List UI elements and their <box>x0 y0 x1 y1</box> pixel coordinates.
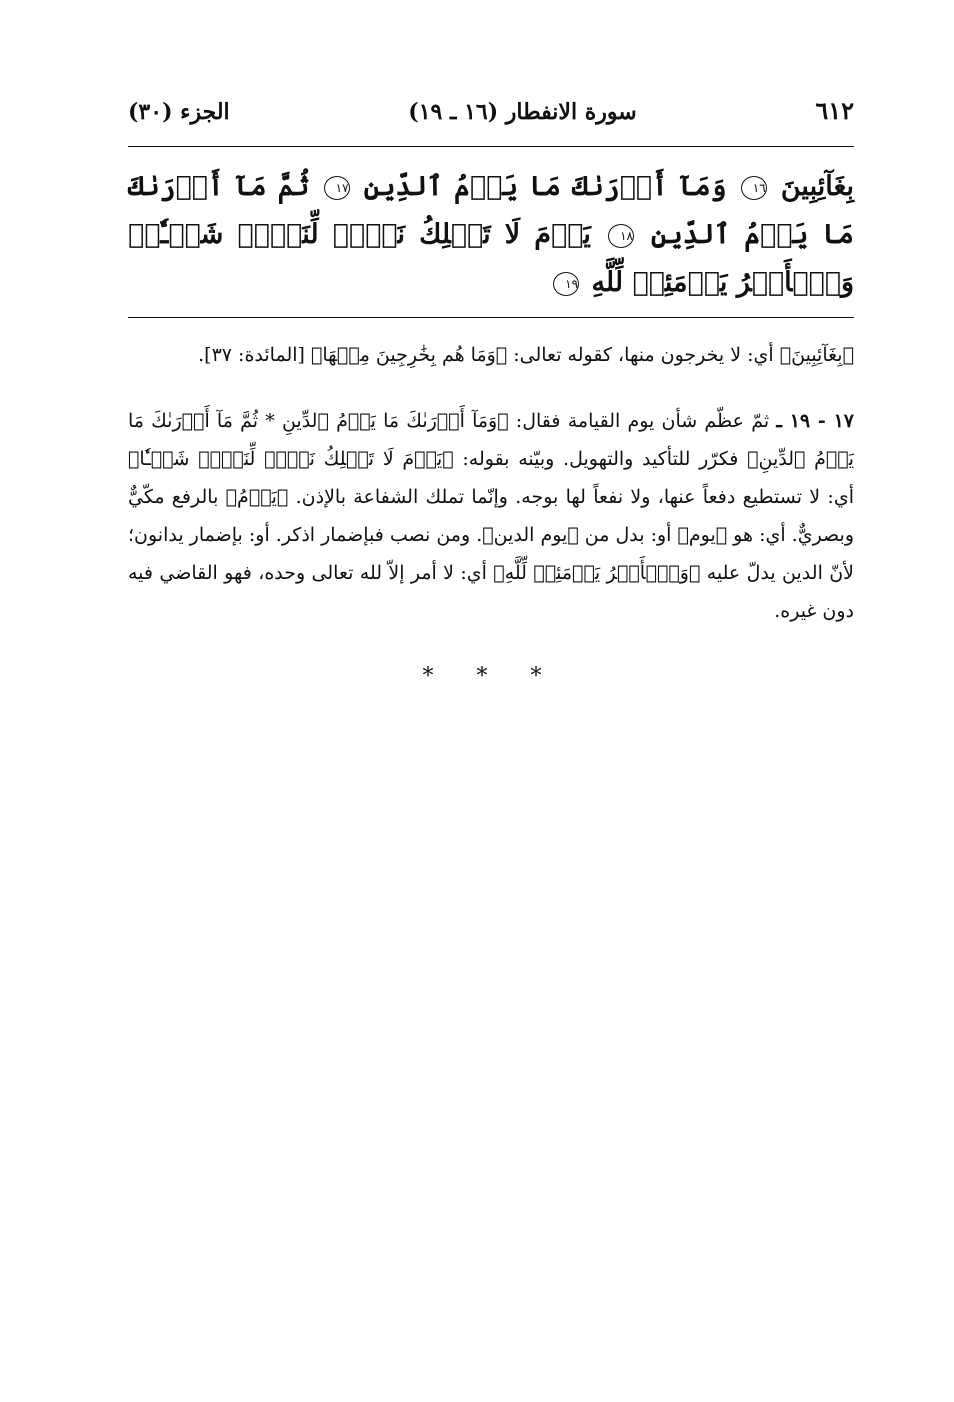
quran-verses <box>128 147 854 318</box>
juz-label: الجزء (٣٠) <box>128 99 230 125</box>
surah-title: سورة الانفطار (١٦ ـ ١٩) <box>408 99 637 125</box>
verse-18-text: ثُمَّ مَآ أَدۡرَىٰكَ مَا يَوۡمُ ٱلدِّينِ <box>128 171 854 250</box>
verse-19-number: ١٩ <box>553 272 579 296</box>
verse-19-text: يَوۡمَ لَا تَمۡلِكُ نَفۡسٞ لِّنَفۡسٖ شَيۡـٔٗاۖ وَٱلۡأَمۡرُ يَوۡمَئِذٖ لِّلَّهِ <box>128 219 854 298</box>
page <box>128 96 854 689</box>
verse-16-number: ١٦ <box>741 176 767 200</box>
verse-17-text: وَمَآ أَدۡرَىٰكَ مَا يَوۡمُ ٱلدِّينِ <box>363 171 727 202</box>
commentary-paragraph-2 <box>128 402 854 630</box>
commentary-paragraph-1: ﴿بِغَآئِبِينَ﴾ أي: لا يخرجون منها، كقوله تعالى: ﴿وَمَا هُم بِخَٰرِجِينَ مِنۡهَا﴾ [المائدة: ٣٧]. <box>198 344 854 366</box>
verse-18-number: ١٨ <box>608 224 634 248</box>
verse-17-number: ١٧ <box>324 176 350 200</box>
verse-16-text: بِغَآئِبِينَ <box>780 171 855 202</box>
verse-range-index: ١٧ - ١٩ ـ <box>776 410 854 432</box>
commentary-paragraph-2-text: ثمّ عظّم شأن يوم القيامة فقال: ﴿وَمَآ أَدۡرَىٰكَ مَا يَوۡمُ ٱلدِّينِ * ثُمَّ مَآ أَدۡرَىٰكَ مَا يَوۡمُ ٱلدِّينِ﴾ فكرّر للتأكيد والتهويل. وبيّنه بقوله: ﴿يَوۡمَ لَا تَمۡلِكُ نَفۡسٞ لِّنَفۡسٖ شَيۡـٔٗا﴾ أي: لا تستطيع دفعاً عنها، ولا نفعاً لها بوجه. وإنّما تملك الشفاعة بالإذن. ﴿يَوۡمُ﴾ بالرفع مكّيٌّ وبصريٌّ. أي: هو ﴿يوم﴾ أو: بدل من ﴿يوم الدين﴾. ومن نصب فبإضمار اذكر. أو: بإضمار يدانون؛ لأنّ الدين يدلّ عليه ﴿وَٱلۡأَمۡرُ يَوۡمَئِذٖ لِّلَّهِ﴾ أي: لا أمر إلاّ لله تعالى وحده، فهو القاضي فيه دون غيره. <box>128 410 854 622</box>
page-number: ٦١٢ <box>815 96 854 125</box>
section-separator: * * * <box>422 664 560 689</box>
page-header <box>128 96 854 147</box>
